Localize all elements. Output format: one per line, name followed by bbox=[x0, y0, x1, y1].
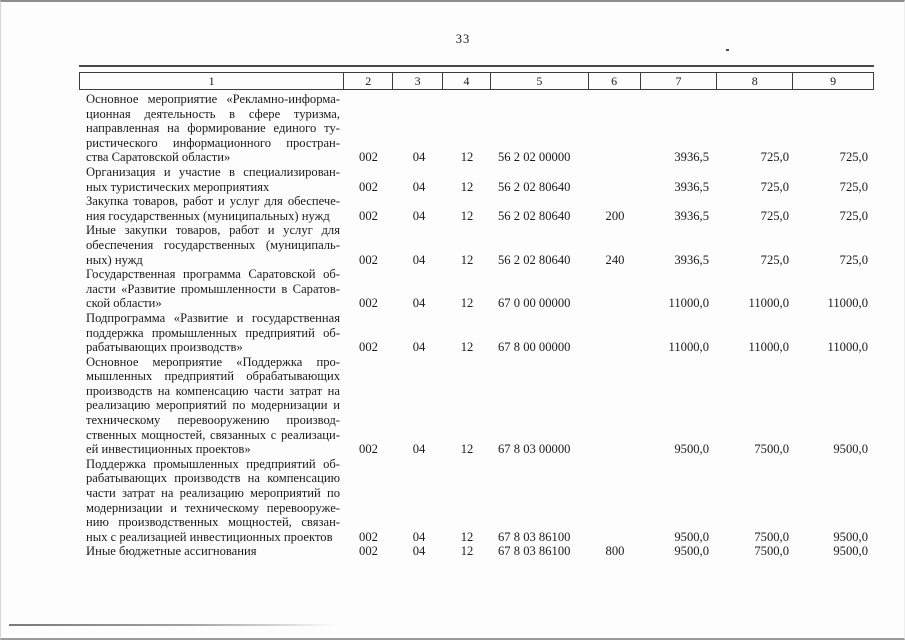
name-line: производств на компенсацию части затрат на bbox=[86, 383, 340, 398]
name-line: Государственная программа Саратовской об- bbox=[86, 267, 340, 282]
cell-name bbox=[79, 165, 344, 194]
cell-col3: 04 bbox=[412, 150, 426, 165]
cell-col2: 002 bbox=[359, 252, 378, 267]
column-header-2: 2 bbox=[344, 73, 393, 89]
name-line: ристического информационного простран- bbox=[86, 135, 340, 150]
cell-col6: 200 bbox=[605, 208, 625, 223]
cell-col6 bbox=[589, 296, 641, 311]
column-header-1: 1 bbox=[80, 73, 344, 89]
page-number: 33 bbox=[455, 32, 471, 46]
cell-col4: 12 bbox=[460, 544, 474, 559]
name-line: Иные закупки товаров, работ и услуг для bbox=[86, 223, 340, 238]
cell-col2: 002 bbox=[359, 529, 378, 544]
table-row bbox=[79, 311, 874, 355]
cell-col8: 725,0 bbox=[760, 150, 789, 165]
name-line: рабатывающих производств на компенсацию bbox=[86, 471, 340, 486]
name-line: направленная на формирование единого ту- bbox=[86, 121, 340, 136]
cell-col6 bbox=[589, 180, 641, 195]
cell-col8: 7500,0 bbox=[754, 544, 789, 559]
cell-col2: 002 bbox=[359, 340, 378, 355]
cell-col7: 3936,5 bbox=[674, 179, 709, 194]
cell-col5: 56 2 02 80640 bbox=[498, 179, 571, 194]
cell-col7: 9500,0 bbox=[674, 529, 709, 544]
cell-col8: 11000,0 bbox=[748, 296, 789, 311]
cell-col3: 04 bbox=[412, 544, 426, 559]
name-line: ных с реализацией инвестиционных проектов bbox=[86, 529, 333, 544]
cell-col6: 800 bbox=[605, 544, 625, 559]
cell-col8: 725,0 bbox=[760, 252, 789, 267]
cell-col7: 3936,5 bbox=[674, 208, 709, 223]
cell-col9: 9500,0 bbox=[833, 442, 868, 457]
cell-col4: 12 bbox=[460, 252, 474, 267]
cell-name bbox=[79, 311, 344, 355]
column-header-7: 7 bbox=[641, 73, 718, 89]
cell-col4: 12 bbox=[460, 442, 474, 457]
table-row bbox=[79, 165, 874, 194]
name-line: Поддержка промышленных предприятий об- bbox=[86, 456, 340, 471]
cell-name bbox=[79, 355, 344, 457]
cell-col2: 002 bbox=[359, 179, 378, 194]
table-row bbox=[79, 194, 874, 223]
cell-col5: 67 0 00 00000 bbox=[498, 296, 571, 311]
name-line: модернизации и техническому перевооруже- bbox=[86, 500, 340, 515]
name-line: Закупка товаров, работ и услуг для обеспече- bbox=[86, 194, 340, 209]
name-line: реализацию мероприятий по модернизации и bbox=[86, 398, 340, 413]
name-line: обеспечения государственных (муниципаль- bbox=[86, 237, 340, 252]
name-line: техническому перевооружению производ- bbox=[86, 413, 340, 428]
cell-col5: 67 8 00 00000 bbox=[498, 340, 571, 355]
scan-artifact-line bbox=[9, 624, 334, 626]
cell-name bbox=[79, 194, 344, 223]
cell-col2: 002 bbox=[359, 442, 378, 457]
cell-col3: 04 bbox=[412, 340, 426, 355]
cell-col2: 002 bbox=[359, 150, 378, 165]
cell-col3: 04 bbox=[412, 296, 426, 311]
cell-col5: 67 8 03 00000 bbox=[498, 442, 571, 457]
cell-col7: 3936,5 bbox=[674, 150, 709, 165]
cell-col7: 9500,0 bbox=[674, 442, 709, 457]
cell-col9: 725,0 bbox=[839, 150, 868, 165]
table-row bbox=[79, 355, 874, 457]
name-line: ния государственных (муниципальных) нужд bbox=[86, 208, 330, 223]
column-header-4: 4 bbox=[443, 73, 491, 89]
cell-col4: 12 bbox=[460, 529, 474, 544]
name-line: ных) нужд bbox=[86, 252, 143, 267]
cell-name bbox=[79, 92, 344, 165]
name-line: ласти «Развитие промышленности в Саратов- bbox=[86, 281, 340, 296]
cell-col6: 240 bbox=[605, 252, 625, 267]
table-row bbox=[79, 544, 874, 559]
cell-col8: 725,0 bbox=[760, 208, 789, 223]
name-line: ей инвестиционных проектов» bbox=[86, 442, 251, 457]
cell-col8: 11000,0 bbox=[748, 340, 789, 355]
name-line: нию производственных мощностей, связан- bbox=[86, 515, 340, 530]
name-line: Организация и участие в специализирован- bbox=[86, 164, 340, 179]
cell-col4: 12 bbox=[460, 296, 474, 311]
column-header-5: 5 bbox=[491, 73, 589, 89]
cell-col6 bbox=[589, 530, 641, 545]
column-header-8: 8 bbox=[717, 73, 793, 89]
name-line: ционная деятельность в сфере туризма, bbox=[86, 106, 340, 121]
cell-col9: 725,0 bbox=[839, 179, 868, 194]
cell-col7: 11000,0 bbox=[668, 340, 709, 355]
name-line: части затрат на реализацию мероприятий по bbox=[86, 486, 340, 501]
table-row bbox=[79, 223, 874, 267]
cell-col5: 56 2 02 80640 bbox=[498, 208, 571, 223]
name-line: мышленных предприятий обрабатывающих bbox=[86, 369, 340, 384]
table-top-border bbox=[79, 65, 874, 67]
name-line: ных туристических мероприятиях bbox=[86, 179, 270, 194]
cell-col4: 12 bbox=[460, 208, 474, 223]
cell-col4: 12 bbox=[460, 150, 474, 165]
table-header-row bbox=[79, 72, 874, 90]
cell-col5: 67 8 03 86100 bbox=[498, 529, 571, 544]
cell-col3: 04 bbox=[412, 529, 426, 544]
cell-name bbox=[79, 457, 344, 545]
cell-name bbox=[79, 544, 344, 559]
table-body bbox=[79, 92, 874, 559]
name-line: Иные бюджетные ассигнования bbox=[86, 544, 257, 559]
name-line: Подпрограмма «Развитие и государственная bbox=[86, 310, 340, 325]
cell-col6 bbox=[589, 340, 641, 355]
scan-artifact-dot bbox=[726, 49, 729, 51]
cell-col9: 9500,0 bbox=[833, 529, 868, 544]
cell-col9: 11000,0 bbox=[827, 296, 868, 311]
cell-col4: 12 bbox=[460, 179, 474, 194]
cell-col3: 04 bbox=[412, 208, 426, 223]
cell-col7: 3936,5 bbox=[674, 252, 709, 267]
cell-col3: 04 bbox=[412, 442, 426, 457]
name-line: Основное мероприятие «Рекламно-информа- bbox=[86, 92, 340, 106]
cell-name bbox=[79, 223, 344, 267]
name-line: ской области» bbox=[86, 296, 162, 311]
cell-col3: 04 bbox=[412, 252, 426, 267]
cell-col2: 002 bbox=[359, 544, 378, 559]
column-header-9: 9 bbox=[830, 74, 837, 88]
cell-col3: 04 bbox=[412, 179, 426, 194]
cell-name bbox=[79, 267, 344, 311]
cell-col8: 7500,0 bbox=[754, 529, 789, 544]
cell-col5: 67 8 03 86100 bbox=[498, 544, 571, 559]
cell-col5: 56 2 02 80640 bbox=[498, 252, 571, 267]
cell-col9: 725,0 bbox=[839, 208, 868, 223]
name-line: поддержка промышленных предприятий об- bbox=[86, 325, 340, 340]
table-row bbox=[79, 267, 874, 311]
name-line: рабатывающих производств» bbox=[86, 340, 243, 355]
column-header-3: 3 bbox=[393, 73, 443, 89]
table-row bbox=[79, 457, 874, 545]
cell-col5: 56 2 02 00000 bbox=[498, 150, 571, 165]
name-line: ства Саратовской области» bbox=[86, 150, 231, 165]
column-header-6: 6 bbox=[589, 73, 641, 89]
table-row bbox=[79, 92, 874, 165]
cell-col2: 002 bbox=[359, 296, 378, 311]
cell-col9: 725,0 bbox=[839, 252, 868, 267]
name-line: ственных мощностей, связанных с реализаци- bbox=[86, 427, 340, 442]
cell-col9: 11000,0 bbox=[827, 340, 868, 355]
cell-col4: 12 bbox=[460, 340, 474, 355]
cell-col6 bbox=[589, 442, 641, 457]
cell-col9: 9500,0 bbox=[833, 544, 868, 559]
cell-col7: 9500,0 bbox=[674, 544, 709, 559]
cell-col7: 11000,0 bbox=[668, 296, 709, 311]
name-line: Основное мероприятие «Поддержка про- bbox=[86, 354, 340, 369]
cell-col2: 002 bbox=[359, 208, 378, 223]
cell-col8: 7500,0 bbox=[754, 442, 789, 457]
cell-col8: 725,0 bbox=[760, 179, 789, 194]
cell-col6 bbox=[589, 150, 641, 165]
